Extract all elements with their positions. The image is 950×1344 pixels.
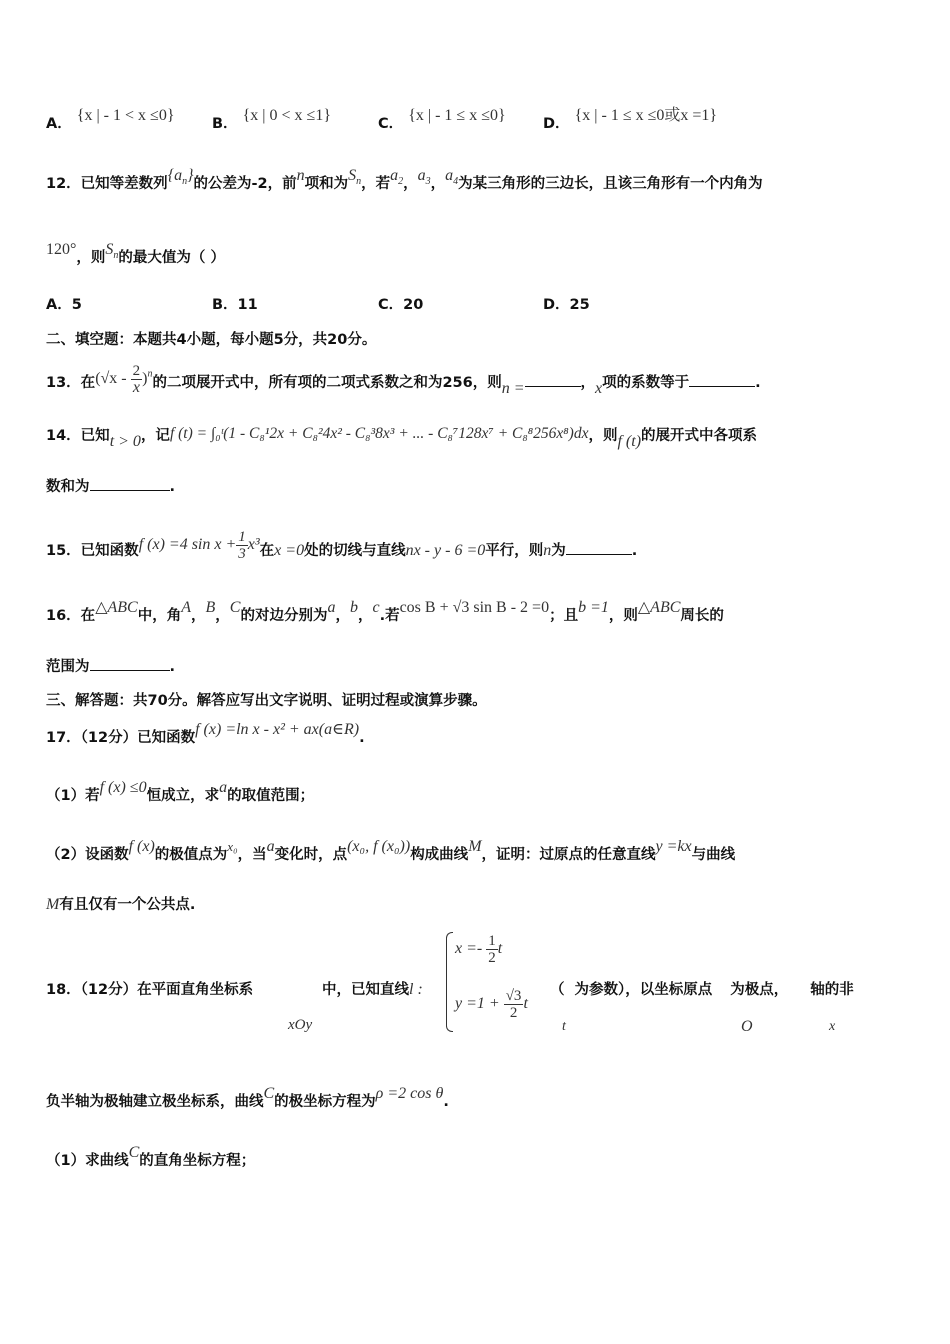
text: 16．在 [46, 608, 96, 624]
q12-line-2 [46, 241, 225, 274]
frac-den: 2 [509, 1005, 518, 1021]
math-x0: x =0 [274, 542, 305, 560]
text: 为极点， [730, 982, 789, 998]
math-C: C [229, 599, 241, 616]
text: 在 [259, 543, 275, 560]
math-binomial [95, 363, 153, 396]
text: 的直角坐标方程； [139, 1153, 256, 1169]
math-function [138, 529, 260, 562]
text: 15．已知函数 [46, 543, 139, 560]
math: x³ [247, 536, 260, 554]
text: ，当 [237, 847, 267, 863]
math-cond: t > 0 [109, 433, 141, 450]
math-n-eq: n = [501, 380, 525, 398]
text: ；且 [549, 608, 579, 624]
math-t: t [562, 1019, 566, 1034]
math: t [523, 995, 528, 1013]
math-sn [105, 241, 119, 262]
math-frac [486, 933, 498, 966]
math: (√x - [95, 370, 131, 388]
math-c: c [372, 599, 380, 616]
math-inequality: f (x) ≤0 [99, 779, 147, 796]
math-a: a [266, 838, 275, 855]
q17-part-1 [46, 779, 315, 806]
math-polar: ρ =2 cos θ [375, 1085, 444, 1102]
text: 平行，则 [485, 543, 544, 560]
math-C: C [263, 1085, 275, 1102]
q13 [46, 363, 761, 400]
text: ，记 [140, 428, 170, 444]
text: 轴的非 [810, 982, 854, 998]
text: 构成曲线 [410, 847, 469, 863]
math-O: O [741, 1018, 753, 1035]
option-label: B． [212, 116, 238, 132]
math: x =- [455, 940, 487, 958]
text: 数和为 [46, 479, 90, 495]
text: ， [403, 176, 418, 192]
frac-num: 2 [132, 363, 141, 379]
math-sup: n [147, 368, 153, 380]
q12-option-c: C．20 [378, 297, 424, 313]
math-ft: f (t) [617, 433, 642, 450]
q11-option-b [212, 107, 331, 134]
math-sub: 2 [398, 176, 404, 188]
math-A: A [181, 599, 191, 616]
q12-option-a: A．5 [46, 297, 82, 313]
math-angle: 120° [46, 241, 77, 258]
math-sub: 3 [425, 176, 431, 188]
answer-blank[interactable] [689, 372, 755, 387]
text: . [631, 543, 638, 560]
text: 为某三角形的三边长，且该三角形有一个内角为 [458, 176, 763, 192]
math-point: (x₀, f (x₀)) [347, 838, 411, 855]
text: 的展开式中各项系 [641, 428, 758, 444]
math: a [445, 167, 454, 184]
math-sub: n [182, 176, 188, 188]
frac-num: 1 [238, 529, 246, 545]
text: 中，已知直线 [322, 982, 409, 998]
text: . [169, 479, 176, 495]
text: ， [580, 375, 596, 392]
text: 的公差为-2，前 [193, 176, 297, 192]
math-function: f (x) =ln x - x² + ax(a∈R) [195, 721, 360, 738]
math-B: B [205, 599, 216, 616]
text: ， [335, 608, 350, 624]
answer-blank[interactable] [566, 540, 632, 555]
text: . [443, 1094, 449, 1110]
text: ， [357, 608, 373, 624]
frac-den: 2 [488, 950, 496, 966]
math: a [390, 167, 399, 184]
text: （ [550, 982, 565, 998]
math-n: n [296, 167, 305, 184]
answer-blank[interactable] [525, 372, 581, 387]
text: 项和为 [304, 176, 349, 192]
q11-option-c [378, 107, 506, 134]
math: S [348, 167, 357, 184]
math-n: n [543, 542, 552, 560]
text: 为 [551, 543, 566, 560]
text: . [169, 659, 176, 675]
math-x0: x₀ [227, 839, 238, 854]
math-fx: f (x) [128, 838, 155, 855]
math-b-eq: b =1 [578, 599, 609, 616]
math-l: l : [409, 981, 423, 998]
math-x: x [595, 380, 603, 398]
text: 周长的 [680, 608, 724, 624]
text: 中，角 [137, 608, 182, 624]
math-seq [167, 167, 194, 188]
q11-option-a [46, 107, 175, 134]
text: （1）若 [46, 788, 100, 804]
math-b: b [349, 599, 358, 616]
q18-line-1b [322, 980, 423, 1000]
q18-part-1 [46, 1144, 256, 1171]
math-x: x [829, 1019, 836, 1034]
text: （2）设函数 [46, 847, 129, 863]
math: f (x) =4 sin x + [138, 536, 237, 554]
q18-line-1c [550, 980, 854, 1000]
text: . [755, 375, 761, 392]
math-xoy: xOy [288, 1017, 313, 1033]
option-expr: {x | - 1 < x ≤0} [76, 107, 175, 124]
q17-part-2-line-2 [46, 895, 195, 915]
section-2-heading: 二、填空题：本题共4小题，每小题5分，共20分。 [46, 332, 377, 348]
text: 的极坐标方程为 [274, 1094, 376, 1110]
text: . [359, 730, 365, 746]
text: 变化时，点 [274, 847, 348, 863]
math-a3 [417, 167, 431, 188]
text: ，则 [608, 608, 638, 624]
answer-blank[interactable] [90, 656, 170, 671]
system-brace [446, 932, 453, 1032]
option-label: A． [46, 116, 72, 132]
math-sub: 4 [453, 176, 459, 188]
q18-line-1a [46, 980, 253, 1000]
q17-stem [46, 721, 365, 748]
q12-option-b: B．11 [212, 297, 258, 313]
section-3-heading: 三、解答题：共70分。解答应写出文字说明、证明过程或演算步骤。 [46, 693, 487, 709]
math-equation: cos B + √3 sin B - 2 =0 [399, 599, 550, 616]
q18-line-2 [46, 1085, 449, 1112]
math-sub: n [356, 176, 362, 188]
text: 12．已知等差数列 [46, 176, 168, 192]
option-label: C． [378, 116, 404, 132]
frac-num: 1 [488, 933, 496, 949]
text: 范围为 [46, 659, 90, 675]
math-sub: n [113, 250, 119, 262]
text: 的二项展开式中，所有项的二项式系数之和为256，则 [152, 375, 502, 392]
math: a [417, 167, 426, 184]
q12-line-1 [46, 167, 763, 200]
text: ，证明：过原点的任意直线 [481, 847, 656, 863]
text: 的对边分别为 [240, 608, 328, 624]
frac-num: √3 [505, 988, 522, 1004]
math: S [105, 241, 114, 258]
frac-den: 3 [238, 546, 246, 562]
text: .若 [379, 608, 400, 624]
math-frac [236, 529, 248, 562]
q11-option-d [543, 107, 718, 134]
math-frac [504, 988, 524, 1021]
q12-option-d: D．25 [543, 297, 590, 313]
q14-line-1 [46, 425, 758, 450]
text: 项的系数等于 [602, 375, 690, 392]
text: 的取值范围； [227, 788, 315, 804]
q17-part-2-line-1 [46, 838, 736, 865]
q16-line-2 [46, 656, 175, 677]
math: ) [142, 370, 148, 388]
math-line: y =kx [655, 838, 692, 855]
text: 的极值点为 [154, 847, 228, 863]
text: （1）求曲线 [46, 1153, 129, 1169]
math-a: a [327, 599, 336, 616]
math-line: nx - y - 6 =0 [405, 542, 486, 560]
option-expr: {x | - 1 ≤ x ≤0或x =1} [574, 107, 718, 124]
text: 恒成立，求 [146, 788, 220, 804]
text: 与曲线 [691, 847, 736, 863]
math-a4 [445, 167, 459, 188]
text: 18．（12分）在平面直角坐标系 [46, 982, 254, 998]
answer-blank[interactable] [90, 476, 170, 491]
math-a: a [219, 779, 228, 796]
q15 [46, 529, 638, 568]
math-integral: f (t) = ∫₀ᵗ(1 - C₈¹2x + C₈²4x² - C₈³8x³ + ... - C₈⁷128x⁷ + C₈⁸256x⁸)dx [169, 425, 589, 442]
math: } [187, 167, 194, 184]
text: ，则 [588, 428, 618, 444]
system-eq-1 [455, 933, 502, 966]
option-expr: {x | 0 < x ≤1} [242, 107, 331, 124]
math-M: M [468, 838, 482, 855]
q16-line-1 [46, 599, 724, 626]
text: 负半轴为极轴建立极坐标系，曲线 [46, 1094, 264, 1110]
math-triangle: △ABC [95, 599, 138, 616]
text: 处的切线与直线 [304, 543, 406, 560]
math-a2 [390, 167, 404, 188]
frac-den: x [132, 379, 140, 396]
math-M: M [46, 896, 60, 913]
text: 14．已知 [46, 428, 110, 444]
text: 13．在 [46, 375, 96, 392]
q14-line-2 [46, 476, 175, 497]
text: ， [215, 608, 230, 624]
option-label: D． [543, 116, 570, 132]
math: y =1 + [455, 995, 504, 1013]
text: 的最大值为（ ） [118, 250, 225, 266]
text: 17．（12分）已知函数 [46, 730, 196, 746]
option-expr: {x | - 1 ≤ x ≤0} [408, 107, 506, 124]
math-frac [131, 363, 143, 396]
math: {a [167, 167, 183, 184]
math-triangle: △ABC [637, 599, 681, 616]
text: ， [430, 176, 446, 192]
system-eq-2 [455, 988, 528, 1021]
text: ，若 [361, 176, 391, 192]
math-sn [348, 167, 362, 188]
math-C: C [128, 1144, 140, 1161]
text: ，则 [76, 250, 106, 266]
math: t [497, 940, 503, 958]
text: 有且仅有一个公共点. [59, 897, 196, 913]
text: ， [191, 608, 206, 624]
text: 为参数），以坐标原点 [574, 982, 713, 998]
